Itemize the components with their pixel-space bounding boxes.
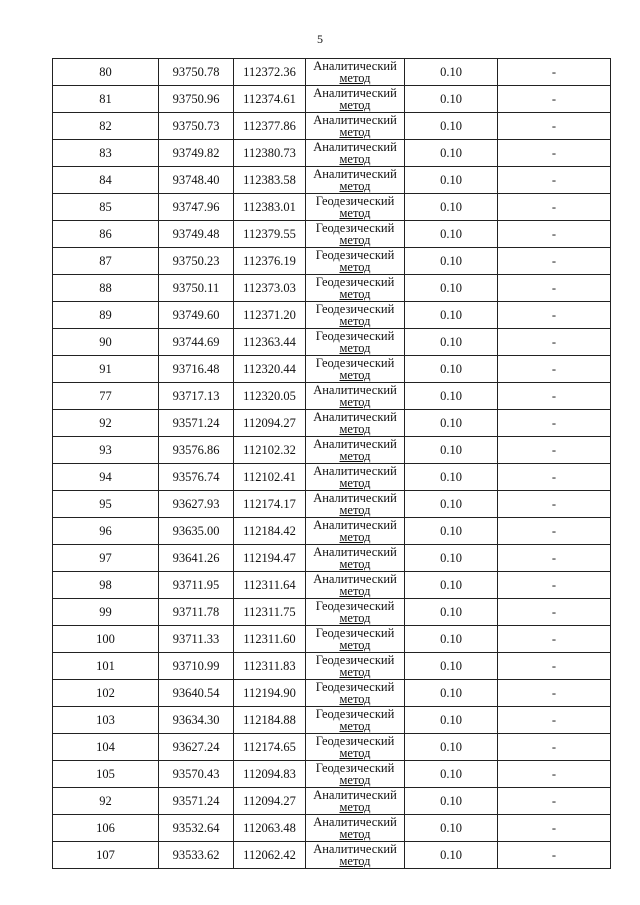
method-word: метод (339, 314, 371, 328)
table-row (53, 572, 611, 599)
method-word: метод (339, 638, 371, 652)
y-coordinate-cell: 112320.05 (234, 383, 306, 410)
point-number-cell: 84 (53, 167, 159, 194)
accuracy-cell: 0.10 (405, 410, 498, 437)
note-cell: - (498, 410, 611, 437)
point-number-cell: 103 (53, 707, 159, 734)
x-coordinate-cell: 93627.24 (159, 734, 234, 761)
note-cell: - (498, 599, 611, 626)
x-coordinate-cell: 93627.93 (159, 491, 234, 518)
method-word: метод (339, 719, 371, 733)
table-row (53, 383, 611, 410)
method-word: метод (339, 260, 371, 274)
y-coordinate-cell: 112194.47 (234, 545, 306, 572)
note-cell: - (498, 248, 611, 275)
method-cell (306, 140, 405, 167)
method-cell (306, 464, 405, 491)
method-name: Аналитический (313, 517, 397, 532)
x-coordinate-cell: 93576.74 (159, 464, 234, 491)
method-name: Геодезический (315, 220, 395, 235)
accuracy-cell: 0.10 (405, 734, 498, 761)
x-coordinate-cell: 93571.24 (159, 788, 234, 815)
method-word: метод (339, 449, 371, 463)
point-number-cell: 91 (53, 356, 159, 383)
accuracy-cell: 0.10 (405, 329, 498, 356)
accuracy-cell: 0.10 (405, 167, 498, 194)
y-coordinate-cell: 112320.44 (234, 356, 306, 383)
method-word: метод (339, 98, 371, 112)
table-row (53, 680, 611, 707)
y-coordinate-cell: 112371.20 (234, 302, 306, 329)
method-word: метод (339, 503, 371, 517)
method-cell (306, 815, 405, 842)
method-name: Геодезический (315, 247, 395, 262)
table-row (53, 491, 611, 518)
y-coordinate-cell: 112376.19 (234, 248, 306, 275)
method-name: Геодезический (315, 625, 395, 640)
method-word: метод (339, 341, 371, 355)
method-name: Геодезический (315, 301, 395, 316)
note-cell: - (498, 491, 611, 518)
method-word: метод (339, 827, 371, 841)
point-number-cell: 105 (53, 761, 159, 788)
method-cell (306, 572, 405, 599)
note-cell: - (498, 86, 611, 113)
accuracy-cell: 0.10 (405, 59, 498, 86)
x-coordinate-cell: 93747.96 (159, 194, 234, 221)
table-row (53, 626, 611, 653)
note-cell: - (498, 329, 611, 356)
point-number-cell: 93 (53, 437, 159, 464)
method-word: метод (339, 530, 371, 544)
point-number-cell: 87 (53, 248, 159, 275)
method-word: метод (339, 422, 371, 436)
point-number-cell: 106 (53, 815, 159, 842)
method-name: Геодезический (315, 733, 395, 748)
y-coordinate-cell: 112380.73 (234, 140, 306, 167)
method-cell (306, 194, 405, 221)
table-row (53, 437, 611, 464)
accuracy-cell: 0.10 (405, 221, 498, 248)
x-coordinate-cell: 93744.69 (159, 329, 234, 356)
accuracy-cell: 0.10 (405, 383, 498, 410)
method-cell (306, 518, 405, 545)
point-number-cell: 92 (53, 788, 159, 815)
y-coordinate-cell: 112374.61 (234, 86, 306, 113)
method-name: Аналитический (313, 463, 397, 478)
point-number-cell: 98 (53, 572, 159, 599)
y-coordinate-cell: 112194.90 (234, 680, 306, 707)
y-coordinate-cell: 112094.83 (234, 761, 306, 788)
note-cell: - (498, 626, 611, 653)
accuracy-cell: 0.10 (405, 356, 498, 383)
method-cell (306, 59, 405, 86)
method-cell (306, 86, 405, 113)
method-cell (306, 221, 405, 248)
note-cell: - (498, 356, 611, 383)
y-coordinate-cell: 112311.64 (234, 572, 306, 599)
accuracy-cell: 0.10 (405, 275, 498, 302)
point-number-cell: 101 (53, 653, 159, 680)
method-cell (306, 356, 405, 383)
x-coordinate-cell: 93750.73 (159, 113, 234, 140)
x-coordinate-cell: 93749.82 (159, 140, 234, 167)
method-cell (306, 113, 405, 140)
method-word: метод (339, 368, 371, 382)
method-name: Аналитический (313, 409, 397, 424)
table-row (53, 356, 611, 383)
point-number-cell: 81 (53, 86, 159, 113)
table-row (53, 59, 611, 86)
table-row (53, 815, 611, 842)
accuracy-cell: 0.10 (405, 626, 498, 653)
y-coordinate-cell: 112174.65 (234, 734, 306, 761)
method-cell (306, 545, 405, 572)
method-cell (306, 302, 405, 329)
y-coordinate-cell: 112174.17 (234, 491, 306, 518)
note-cell: - (498, 437, 611, 464)
accuracy-cell: 0.10 (405, 545, 498, 572)
note-cell: - (498, 653, 611, 680)
method-name: Аналитический (313, 85, 397, 100)
method-name: Геодезический (315, 355, 395, 370)
y-coordinate-cell: 112377.86 (234, 113, 306, 140)
note-cell: - (498, 167, 611, 194)
table-row (53, 734, 611, 761)
table-row (53, 194, 611, 221)
x-coordinate-cell: 93634.30 (159, 707, 234, 734)
x-coordinate-cell: 93750.78 (159, 59, 234, 86)
note-cell: - (498, 140, 611, 167)
table-row (53, 518, 611, 545)
point-number-cell: 100 (53, 626, 159, 653)
table-row (53, 221, 611, 248)
accuracy-cell: 0.10 (405, 302, 498, 329)
method-cell (306, 599, 405, 626)
point-number-cell: 83 (53, 140, 159, 167)
table-row (53, 329, 611, 356)
accuracy-cell: 0.10 (405, 788, 498, 815)
note-cell: - (498, 815, 611, 842)
accuracy-cell: 0.10 (405, 86, 498, 113)
note-cell: - (498, 221, 611, 248)
y-coordinate-cell: 112383.58 (234, 167, 306, 194)
method-word: метод (339, 584, 371, 598)
method-name: Аналитический (313, 166, 397, 181)
method-cell (306, 167, 405, 194)
method-name: Геодезический (315, 274, 395, 289)
y-coordinate-cell: 112102.41 (234, 464, 306, 491)
y-coordinate-cell: 112102.32 (234, 437, 306, 464)
method-cell (306, 788, 405, 815)
note-cell: - (498, 761, 611, 788)
method-name: Геодезический (315, 706, 395, 721)
method-cell (306, 491, 405, 518)
point-number-cell: 82 (53, 113, 159, 140)
method-word: метод (339, 611, 371, 625)
x-coordinate-cell: 93716.48 (159, 356, 234, 383)
accuracy-cell: 0.10 (405, 761, 498, 788)
method-word: метод (339, 71, 371, 85)
note-cell: - (498, 464, 611, 491)
method-name: Геодезический (315, 328, 395, 343)
accuracy-cell: 0.10 (405, 680, 498, 707)
point-number-cell: 94 (53, 464, 159, 491)
method-cell (306, 383, 405, 410)
x-coordinate-cell: 93711.33 (159, 626, 234, 653)
accuracy-cell: 0.10 (405, 815, 498, 842)
table-row (53, 113, 611, 140)
method-word: метод (339, 665, 371, 679)
y-coordinate-cell: 112311.60 (234, 626, 306, 653)
note-cell: - (498, 734, 611, 761)
method-name: Аналитический (313, 112, 397, 127)
point-number-cell: 88 (53, 275, 159, 302)
point-number-cell: 96 (53, 518, 159, 545)
y-coordinate-cell: 112184.88 (234, 707, 306, 734)
x-coordinate-cell: 93750.96 (159, 86, 234, 113)
accuracy-cell: 0.10 (405, 464, 498, 491)
method-cell (306, 410, 405, 437)
method-cell (306, 734, 405, 761)
method-word: метод (339, 152, 371, 166)
method-word: метод (339, 800, 371, 814)
method-name: Аналитический (313, 787, 397, 802)
note-cell: - (498, 194, 611, 221)
x-coordinate-cell: 93532.64 (159, 815, 234, 842)
accuracy-cell: 0.10 (405, 707, 498, 734)
table-row (53, 275, 611, 302)
table-row (53, 248, 611, 275)
method-word: метод (339, 206, 371, 220)
method-word: метод (339, 476, 371, 490)
x-coordinate-cell: 93749.48 (159, 221, 234, 248)
table-row (53, 788, 611, 815)
point-number-cell: 77 (53, 383, 159, 410)
method-name: Геодезический (315, 598, 395, 613)
table-row (53, 302, 611, 329)
table-row (53, 86, 611, 113)
accuracy-cell: 0.10 (405, 599, 498, 626)
point-number-cell: 95 (53, 491, 159, 518)
method-name: Аналитический (313, 490, 397, 505)
y-coordinate-cell: 112379.55 (234, 221, 306, 248)
accuracy-cell: 0.10 (405, 572, 498, 599)
table-row (53, 410, 611, 437)
method-name: Аналитический (313, 814, 397, 829)
accuracy-cell: 0.10 (405, 194, 498, 221)
table-row (53, 545, 611, 572)
method-word: метод (339, 773, 371, 787)
method-word: метод (339, 287, 371, 301)
note-cell: - (498, 275, 611, 302)
point-number-cell: 104 (53, 734, 159, 761)
note-cell: - (498, 572, 611, 599)
y-coordinate-cell: 112383.01 (234, 194, 306, 221)
method-name: Геодезический (315, 193, 395, 208)
table-row (53, 464, 611, 491)
accuracy-cell: 0.10 (405, 248, 498, 275)
method-word: метод (339, 692, 371, 706)
note-cell: - (498, 518, 611, 545)
y-coordinate-cell: 112363.44 (234, 329, 306, 356)
accuracy-cell: 0.10 (405, 842, 498, 869)
note-cell: - (498, 113, 611, 140)
y-coordinate-cell: 112094.27 (234, 410, 306, 437)
note-cell: - (498, 788, 611, 815)
x-coordinate-cell: 93571.24 (159, 410, 234, 437)
note-cell: - (498, 707, 611, 734)
table-row (53, 140, 611, 167)
coordinates-table (52, 58, 611, 869)
y-coordinate-cell: 112063.48 (234, 815, 306, 842)
y-coordinate-cell: 112373.03 (234, 275, 306, 302)
method-cell (306, 842, 405, 869)
note-cell: - (498, 545, 611, 572)
accuracy-cell: 0.10 (405, 437, 498, 464)
x-coordinate-cell: 93640.54 (159, 680, 234, 707)
x-coordinate-cell: 93710.99 (159, 653, 234, 680)
method-word: метод (339, 179, 371, 193)
point-number-cell: 102 (53, 680, 159, 707)
accuracy-cell: 0.10 (405, 491, 498, 518)
method-name: Геодезический (315, 760, 395, 775)
x-coordinate-cell: 93711.95 (159, 572, 234, 599)
x-coordinate-cell: 93533.62 (159, 842, 234, 869)
method-cell (306, 248, 405, 275)
method-cell (306, 275, 405, 302)
page-number: 5 (317, 32, 323, 46)
method-cell (306, 707, 405, 734)
method-name: Геодезический (315, 652, 395, 667)
y-coordinate-cell: 112094.27 (234, 788, 306, 815)
note-cell: - (498, 383, 611, 410)
x-coordinate-cell: 93576.86 (159, 437, 234, 464)
method-name: Аналитический (313, 58, 397, 73)
accuracy-cell: 0.10 (405, 113, 498, 140)
method-cell (306, 437, 405, 464)
table-row (53, 167, 611, 194)
method-cell (306, 329, 405, 356)
point-number-cell: 97 (53, 545, 159, 572)
method-name: Аналитический (313, 571, 397, 586)
x-coordinate-cell: 93570.43 (159, 761, 234, 788)
point-number-cell: 80 (53, 59, 159, 86)
x-coordinate-cell: 93750.23 (159, 248, 234, 275)
x-coordinate-cell: 93748.40 (159, 167, 234, 194)
method-word: метод (339, 125, 371, 139)
method-name: Аналитический (313, 841, 397, 856)
note-cell: - (498, 302, 611, 329)
method-cell (306, 626, 405, 653)
coordinates-table-body (53, 59, 611, 869)
x-coordinate-cell: 93711.78 (159, 599, 234, 626)
method-word: метод (339, 395, 371, 409)
table-row (53, 761, 611, 788)
table-row (53, 599, 611, 626)
method-word: метод (339, 557, 371, 571)
point-number-cell: 86 (53, 221, 159, 248)
point-number-cell: 90 (53, 329, 159, 356)
method-cell (306, 761, 405, 788)
x-coordinate-cell: 93635.00 (159, 518, 234, 545)
x-coordinate-cell: 93749.60 (159, 302, 234, 329)
y-coordinate-cell: 112372.36 (234, 59, 306, 86)
method-name: Аналитический (313, 544, 397, 559)
table-row (53, 842, 611, 869)
note-cell: - (498, 680, 611, 707)
y-coordinate-cell: 112184.42 (234, 518, 306, 545)
y-coordinate-cell: 112062.42 (234, 842, 306, 869)
note-cell: - (498, 59, 611, 86)
method-cell (306, 653, 405, 680)
method-name: Аналитический (313, 382, 397, 397)
point-number-cell: 92 (53, 410, 159, 437)
table-row (53, 707, 611, 734)
y-coordinate-cell: 112311.83 (234, 653, 306, 680)
accuracy-cell: 0.10 (405, 140, 498, 167)
method-word: метод (339, 746, 371, 760)
accuracy-cell: 0.10 (405, 653, 498, 680)
x-coordinate-cell: 93641.26 (159, 545, 234, 572)
table-row (53, 653, 611, 680)
point-number-cell: 107 (53, 842, 159, 869)
point-number-cell: 99 (53, 599, 159, 626)
method-name: Геодезический (315, 679, 395, 694)
y-coordinate-cell: 112311.75 (234, 599, 306, 626)
method-name: Аналитический (313, 139, 397, 154)
method-word: метод (339, 854, 371, 868)
point-number-cell: 89 (53, 302, 159, 329)
note-cell: - (498, 842, 611, 869)
method-word: метод (339, 233, 371, 247)
x-coordinate-cell: 93717.13 (159, 383, 234, 410)
x-coordinate-cell: 93750.11 (159, 275, 234, 302)
accuracy-cell: 0.10 (405, 518, 498, 545)
point-number-cell: 85 (53, 194, 159, 221)
method-name: Аналитический (313, 436, 397, 451)
method-cell (306, 680, 405, 707)
